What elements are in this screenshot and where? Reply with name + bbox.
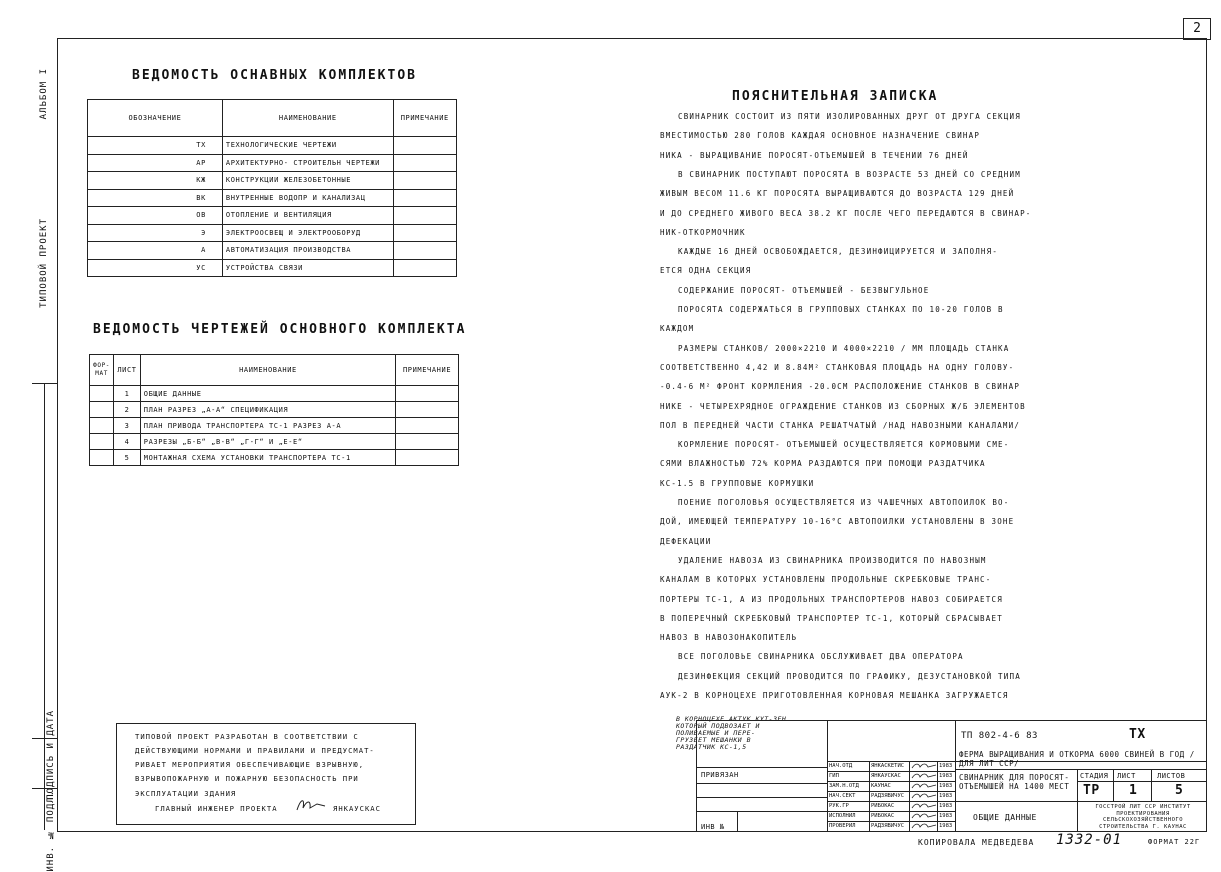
sheets-value: 5 [1175,783,1184,798]
note-line: ДЕЗИНФЕКЦИЯ СЕКЦИЙ ПРОВОДИТСЯ ПО ГРАФИКУ, ДЕЗУСТАНОВКОЙ ТИПА [678,671,1021,681]
table-row: 5 МОНТАЖНАЯ СХЕМА УСТАНОВКИ ТРАНСПОРТЕРА ТС-1 [90,450,459,466]
note-line: ЖИВЫМ ВЕСОМ 11.6 КГ ПОРОСЯТА ВЫРАЩИВАЮТСЯ ДО ВОЗРАСТА 129 ДНЕЙ [660,189,1015,199]
note-line: КАЖДОМ [660,324,695,334]
signature-role: ПРОВЕРИЛ [829,822,856,829]
approval-stamp: ТИПОВОЙ ПРОЕКТ РАЗРАБОТАН В СООТВЕТСТВИИ С ДЕЙСТВУЮЩИМИ НОРМАМИ И ПРАВИЛАМИ И ПРЕДУСМАТ- РИВАЕТ МЕРОПРИЯТИЯ ОБЕСПЕЧИВАЮЩИЕ ВЗРЫВНУЮ, ВЗРЫВОПОЖАРНУЮ И ПОЖАРНУЮ БЕЗОПАСНОСТЬ ПРИ ЭКСПЛУАТАЦИИ ЗДАНИЯ ГЛАВНЫЙ ИНЖЕНЕР ПРОЕКТА ЯНКАУСКАС [116,723,416,825]
signature-name: РАДЗЯВИЧУС [871,822,905,829]
table-row: ОВ ОТОПЛЕНИЕ И ВЕНТИЛЯЦИЯ [88,207,457,225]
signature-name: РИБОКАС [871,812,895,819]
note-line: ЕТСЯ ОДНА СЕКЦИЯ [660,266,752,276]
note-line: ДОЙ, ИМЕЮЩЕЙ ТЕМПЕРАТУРУ 10-16°С АВТОПОИЛКИ УСТАНОВЛЕНЫ В ЗОНЕ [660,517,1015,527]
col-header: НАИМЕНОВАНИЕ [222,100,393,137]
signature-icon [911,782,937,790]
note-line: КАЖДЫЕ 16 ДНЕЙ ОСВОБОЖДАЕТСЯ, ДЕЗИНФИЦИРУЕТСЯ И ЗАПОЛНЯ- [678,247,999,257]
signature-role: ЗАМ.Н.ОТД [829,782,859,789]
note-line: В ПОПЕРЕЧНЫЙ СКРЕБКОВЫЙ ТРАНСПОРТЕР ТС-1, КОТОРЫЙ СБРАСЫВАЕТ [660,613,1003,623]
col-header: ЛИСТ [114,355,141,386]
stage-label: СТАДИЯ [1080,772,1109,780]
note-line: НИКА - ВЫРАЩИВАНИЕ ПОРОСЯТ-ОТЪЕМЫШЕЙ В ТЕЧЕНИИ 76 ДНЕЙ [660,150,969,160]
note-line: ПОРТЕРЫ ТС-1, А ИЗ ПРОДОЛЬНЫХ ТРАНСПОРТЕРОВ НАВОЗ СОБИРАЕТСЯ [660,594,1003,604]
signature-icon [295,796,327,814]
drawings-table-title: ВЕДОМОСТЬ ЧЕРТЕЖЕЙ ОСНОВНОГО КОМПЛЕКТА [93,322,467,337]
note-line: НАВОЗ В НАВОЗОНАКОПИТЕЛЬ [660,633,798,643]
table-row: 1 ОБЩИЕ ДАННЫЕ [90,386,459,402]
table-row: А АВТОМАТИЗАЦИЯ ПРОИЗВОДСТВА [88,242,457,260]
signature-name: ЯНКАСКЕТИС [871,762,905,769]
table-row: ВК ВНУТРЕННЫЕ ВОДОПР И КАНАЛИЗАЦ [88,189,457,207]
signature-icon [911,802,937,810]
chief-engineer-name: ЯНКАУСКАС [333,804,381,813]
note-line: РАЗМЕРЫ СТАНКОВ/ 2000×2210 И 4000×2210 / ММ ПЛОЩАДЬ СТАНКА [678,343,1010,353]
privyazan-label: ПРИВЯЗАН [701,771,739,779]
note-line: СООТВЕТСТВЕННО 4,42 И 8.84М² СТАНКОВАЯ ПЛОЩАДЬ НА ОДНУ ГОЛОВУ- [660,362,1015,372]
col-header: ПРИМЕЧАНИЕ [393,100,456,137]
drawing-mark: ТХ [1129,727,1146,742]
inv-label: ИНВ. № ПОДЛ. [46,790,56,872]
sets-table-title: ВЕДОМОСТЬ ОСНАВНЫХ КОМПЛЕКТОВ [132,68,417,83]
table-row: Э ЭЛЕКТРООСВЕЩ И ЭЛЕКТРООБОРУД [88,224,457,242]
stage-value: ТР [1083,783,1100,798]
note-line: КС-1.5 В ГРУППОВЫЕ КОРМУШКИ [660,478,815,488]
sign-date-label: ПОДПИСЬ И ДАТА [46,710,56,800]
signature-role: РУК.ГР [829,802,849,809]
note-line: ВСЕ ПОГОЛОВЬЕ СВИНАРНИКА ОБСЛУЖИВАЕТ ДВА ОПЕРАТОРА [678,652,964,662]
registration-number: 1332-01 [1056,832,1123,848]
sets-table [87,99,457,277]
organization: ГОССТРОЙ ЛИТ ССР ИНСТИТУТ ПРОЕКТИРОВАНИЯ СЕЛЬСКОХОЗЯЙСТВЕННОГО СТРОИТЕЛЬСТВА Г. КАУНАС [1095,804,1191,830]
project-label: ТИПОВОЙ ПРОЕКТ [39,218,49,308]
title-block [696,720,1206,831]
note-line: СЯМИ ВЛАЖНОСТЬЮ 72% КОРМА РАЗДАЮТСЯ ПРИ ПОМОЩИ РАЗДАТЧИКА [660,459,986,469]
note-line: ДЕФЕКАЦИИ [660,536,712,546]
left-margin-strip [32,38,57,872]
strip-divider [44,383,45,830]
table-row: 4 РАЗРЕЗЫ „Б-Б“ „В-В“ „Г-Г“ И „Е-Е“ [90,434,459,450]
sheets-label: ЛИСТОВ [1157,772,1186,780]
signature-icon [911,812,937,820]
table-row: 2 ПЛАН РАЗРЕЗ „А-А“ СПЕЦИФИКАЦИЯ [90,402,459,418]
note-line: ВМЕСТИМОСТЬЮ 280 ГОЛОВ КАЖДАЯ ОСНОВНОЕ НАЗНАЧЕНИЕ СВИНАР [660,131,981,141]
signature-date: 1983 [939,792,953,799]
table-row: КЖ КОНСТРУКЦИИ ЖЕЛЕЗОБЕТОННЫЕ [88,172,457,190]
signature-role: ГИП [829,772,839,779]
table-row: АР АРХИТЕКТУРНО- СТРОИТЕЛЬН ЧЕРТЕЖИ [88,154,457,172]
note-line: НИКЕ - ЧЕТЫРЕХРЯДНОЕ ОГРАЖДЕНИЕ СТАНКОВ ИЗ СБОРНЫХ Ж/Б ЭЛЕМЕНТОВ [660,401,1026,411]
building-name: СВИНАРНИК ДЛЯ ПОРОСЯТ-ОТЪЕМЫШЕЙ НА 1400 МЕСТ [959,773,1070,791]
strip-divider [32,383,57,384]
note-line: НИК-ОТКОРМОЧНИК [660,227,746,237]
sheet-value: 1 [1129,783,1138,798]
inv-no-label: ИНВ № [701,823,725,831]
note-line: И ДО СРЕДНЕГО ЖИВОГО ВЕСА 38.2 КГ ПОСЛЕ ЧЕГО ПЕРЕДАЮТСЯ В СВИНАР- [660,208,1032,218]
album-label: АЛЬБОМ I [39,68,49,120]
signature-icon [911,772,937,780]
col-header: НАИМЕНОВАНИЕ [140,355,395,386]
handwritten-addition: В КОРНОЦЕХЕ АКТУК КУТ-ЗЕН КОТОРЫЙ ПОДВОЗАЕТ И ПОЛИВАЕМЫЕ И ПЕРЕ- ГРУЗЕЕТ МЕШАНКИ В РАЗДАТЧИК КС-1,5 [676,715,787,751]
signature-name: РАДЗЯВИЧУС [871,792,905,799]
signature-date: 1983 [939,822,953,829]
table-row: УС УСТРОЙСТВА СВЯЗИ [88,259,457,277]
signature-date: 1983 [939,802,953,809]
note-line: КОРМЛЕНИЕ ПОРОСЯТ- ОТЪЕМЫШЕЙ ОСУЩЕСТВЛЯЕТСЯ КОРМОВЫМИ СМЕ- [678,440,1010,450]
note-line: АУК-2 В КОРНОЦЕХЕ ПРИГОТОВЛЕННАЯ КОРНОВАЯ МЕШАНКА ЗАГРУЖАЕТСЯ [660,691,1009,700]
col-header: ФОР- МАТ [90,355,114,386]
signature-name: КАУНАС [871,782,891,789]
note-line: ПОРОСЯТА СОДЕРЖАТЬСЯ В ГРУППОВЫХ СТАНКАХ ПО 10-20 ГОЛОВ В [678,305,1004,314]
signature-icon [911,762,937,770]
signature-role: НАЧ.СЕКТ [829,792,856,799]
object-name: ФЕРМА ВЫРАЩИВАНИЯ И ОТКОРМА 6000 СВИНЕЙ В ГОД /ДЛЯ ЛИТ ССР/ [959,750,1195,768]
format-label: ФОРМАТ 22Г [1148,838,1201,846]
sheet-label: ЛИСТ [1117,772,1136,780]
sheet-number: 2 [1183,18,1211,40]
signature-date: 1983 [939,812,953,819]
note-line: -0.4-6 М² ФРОНТ КОРМЛЕНИЯ -20.0СМ РАСПОЛОЖЕНИЕ СТАНКОВ В СВИНАР [660,382,1021,392]
signature-date: 1983 [939,772,953,779]
note-line: ПОЛ В ПЕРЕДНЕЙ ЧАСТИ СТАНКА РЕШАТЧАТЫЙ /НАД НАВОЗНЫМИ КАНАЛАМИ/ [660,420,1021,430]
col-header: ОБОЗНАЧЕНИЕ [88,100,223,137]
chief-engineer-label: ГЛАВНЫЙ ИНЖЕНЕР ПРОЕКТА [155,804,278,813]
signature-row-divider [827,831,955,832]
note-title: ПОЯСНИТЕЛЬНАЯ ЗАПИСКА [732,89,939,104]
table-row: 3 ПЛАН ПРИВОДА ТРАНСПОРТЕРА ТС-1 РАЗРЕЗ А-А [90,418,459,434]
note-line: В СВИНАРНИК ПОСТУПАЮТ ПОРОСЯТА В ВОЗРАСТЕ 53 ДНЕЙ СО СРЕДНИМ [678,169,1021,179]
signature-name: РИБОКАС [871,802,895,809]
note-line: СВИНАРНИК СОСТОИТ ИЗ ПЯТИ ИЗОЛИРОВАННЫХ ДРУГ ОТ ДРУГА СЕКЦИЯ [678,112,1021,121]
signature-date: 1983 [939,762,953,769]
note-line: УДАЛЕНИЕ НАВОЗА ИЗ СВИНАРНИКА ПРОИЗВОДИТСЯ ПО НАВОЗНЫМ [678,555,987,565]
note-line: СОДЕРЖАНИЕ ПОРОСЯТ- ОТЪЕМЫШЕЙ - БЕЗВЫГУЛЬНОЕ [678,285,930,295]
signature-role: НАЧ.ОТД [829,762,853,769]
signature-date: 1983 [939,782,953,789]
note-line: ПОЕНИЕ ПОГОЛОВЬЯ ОСУЩЕСТВЛЯЕТСЯ ИЗ ЧАШЕЧНЫХ АВТОПОИЛОК ВО- [678,498,1010,507]
drawings-table [89,354,459,466]
signature-role: ИСПОЛНИЛ [829,812,856,819]
note-line: КАНАЛАМ В КОТОРЫХ УСТАНОВЛЕНЫ ПРОДОЛЬНЫЕ СКРЕБКОВЫЕ ТРАНС- [660,575,992,585]
copied-by: КОПИРОВАЛА МЕДВЕДЕВА [918,838,1035,847]
signature-icon [911,792,937,800]
signature-icon [911,822,937,830]
signature-name: ЯНКАУСКАС [871,772,901,779]
col-header: ПРИМЕЧАНИЕ [396,355,459,386]
sheet-title: ОБЩИЕ ДАННЫЕ [973,813,1037,822]
table-row: ТХ ТЕХНОЛОГИЧЕСКИЕ ЧЕРТЕЖИ [88,137,457,155]
doc-code: ТП 802-4-6 83 [961,731,1038,741]
